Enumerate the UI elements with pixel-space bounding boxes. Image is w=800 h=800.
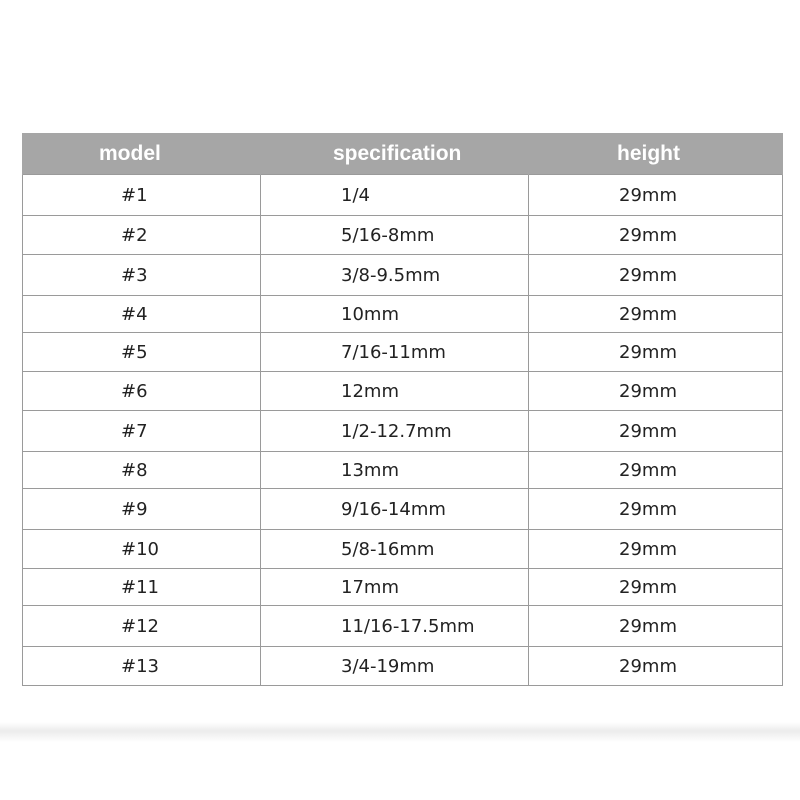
table-row: [23, 530, 783, 569]
table-row: [23, 647, 783, 686]
height-cell: 29mm: [529, 372, 783, 411]
table-row: [23, 175, 783, 216]
column-header-model: model: [23, 133, 261, 175]
model-cell: #12: [23, 606, 261, 647]
table-row: [23, 606, 783, 647]
height-cell: 29mm: [529, 175, 783, 216]
height-cell: 29mm: [529, 255, 783, 296]
model-cell: #9: [23, 489, 261, 530]
height-cell: 29mm: [529, 333, 783, 372]
column-header-height: height: [529, 133, 783, 175]
table-row: [23, 372, 783, 411]
table-row: [23, 489, 783, 530]
specification-cell: 17mm: [261, 569, 529, 606]
table-row: [23, 255, 783, 296]
height-cell: 29mm: [529, 569, 783, 606]
height-cell: 29mm: [529, 530, 783, 569]
height-cell: 29mm: [529, 606, 783, 647]
specification-cell: 13mm: [261, 452, 529, 489]
model-cell: #1: [23, 175, 261, 216]
height-cell: 29mm: [529, 489, 783, 530]
table-header-row: [23, 133, 783, 175]
table-row: [23, 452, 783, 489]
specification-cell: 9/16-14mm: [261, 489, 529, 530]
specification-cell: 5/8-16mm: [261, 530, 529, 569]
model-cell: #11: [23, 569, 261, 606]
table-row: [23, 296, 783, 333]
specification-cell: 5/16-8mm: [261, 216, 529, 255]
height-cell: 29mm: [529, 452, 783, 489]
model-cell: #6: [23, 372, 261, 411]
model-cell: #10: [23, 530, 261, 569]
table-row: [23, 216, 783, 255]
specification-cell: 1/2-12.7mm: [261, 411, 529, 452]
specification-table: [22, 133, 783, 686]
model-cell: #13: [23, 647, 261, 686]
table-row: [23, 569, 783, 606]
height-cell: 29mm: [529, 296, 783, 333]
specification-cell: 11/16-17.5mm: [261, 606, 529, 647]
height-cell: 29mm: [529, 216, 783, 255]
model-cell: #7: [23, 411, 261, 452]
specification-cell: 7/16-11mm: [261, 333, 529, 372]
model-cell: #3: [23, 255, 261, 296]
model-cell: #5: [23, 333, 261, 372]
height-cell: 29mm: [529, 411, 783, 452]
model-cell: #8: [23, 452, 261, 489]
specification-cell: 10mm: [261, 296, 529, 333]
specification-cell: 3/4-19mm: [261, 647, 529, 686]
specification-cell: 1/4: [261, 175, 529, 216]
specification-cell: 3/8-9.5mm: [261, 255, 529, 296]
height-cell: 29mm: [529, 647, 783, 686]
bottom-shadow-divider: [0, 722, 800, 742]
column-header-specification: specification: [261, 133, 529, 175]
specification-cell: 12mm: [261, 372, 529, 411]
table-row: [23, 333, 783, 372]
model-cell: #4: [23, 296, 261, 333]
table-body: [23, 175, 783, 686]
table-row: [23, 411, 783, 452]
model-cell: #2: [23, 216, 261, 255]
